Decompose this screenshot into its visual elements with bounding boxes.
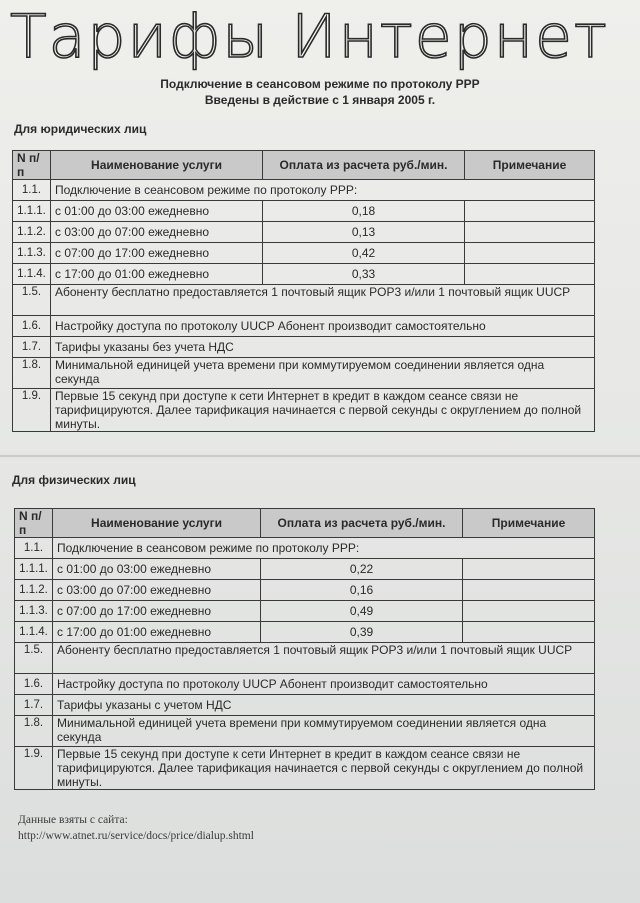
row-text: с 01:00 до 03:00 ежедневно bbox=[53, 559, 261, 580]
row-text: Минимальной единицей учета времени при коммутируемом соединении является одна секунда bbox=[53, 716, 595, 747]
row-note bbox=[463, 601, 595, 622]
row-num: 1.1.4. bbox=[15, 622, 53, 643]
header-name: Наименование услуги bbox=[51, 151, 263, 180]
row-note bbox=[465, 201, 595, 222]
footer-url: http://www.atnet.ru/service/docs/price/dialup.shtml bbox=[18, 830, 254, 842]
header-note: Примечание bbox=[465, 151, 595, 180]
table-row bbox=[13, 358, 595, 389]
header-num: N п/п bbox=[15, 509, 53, 538]
subtitle-line-2: Введены в действие с 1 января 2005 г. bbox=[204, 93, 436, 107]
header-price: Оплата из расчета руб./мин. bbox=[261, 509, 463, 538]
table-row bbox=[15, 622, 595, 643]
table-row bbox=[13, 337, 595, 358]
row-num: 1.1.1. bbox=[13, 201, 51, 222]
row-num: 1.1.3. bbox=[13, 243, 51, 264]
row-num: 1.5. bbox=[15, 643, 53, 674]
table-row bbox=[13, 264, 595, 285]
row-price: 0,42 bbox=[263, 243, 465, 264]
header-price: Оплата из расчета руб./мин. bbox=[263, 151, 465, 180]
row-price: 0,33 bbox=[263, 264, 465, 285]
header-note: Примечание bbox=[463, 509, 595, 538]
header-num: N п/п bbox=[13, 151, 51, 180]
subtitle-line-1: Подключение в сеансовом режиме по протоколу PPP bbox=[160, 77, 480, 91]
row-num: 1.1.2. bbox=[15, 580, 53, 601]
table-header-row bbox=[15, 509, 595, 538]
header-name: Наименование услуги bbox=[53, 509, 261, 538]
row-price: 0,13 bbox=[263, 222, 465, 243]
row-note bbox=[463, 559, 595, 580]
page-title: Тарифы Интернет bbox=[10, 2, 609, 72]
table-row bbox=[13, 316, 595, 337]
row-text: Подключение в сеансовом режиме по протоколу PPP: bbox=[51, 180, 595, 201]
row-text: Минимальной единицей учета времени при коммутируемом соединении является одна секунда bbox=[51, 358, 595, 389]
row-price: 0,49 bbox=[261, 601, 463, 622]
row-text: с 03:00 до 07:00 ежедневно bbox=[51, 222, 263, 243]
row-text: Настройку доступа по протоколу UUCP Абонент производит самостоятельно bbox=[51, 316, 595, 337]
row-text: Тарифы указаны без учета НДС bbox=[51, 337, 595, 358]
row-note bbox=[465, 222, 595, 243]
subtitle bbox=[0, 76, 640, 108]
row-text: Настройку доступа по протоколу UUCP Абонент производит самостоятельно bbox=[53, 674, 595, 695]
row-num: 1.1.2. bbox=[13, 222, 51, 243]
section-label-legal: Для юридических лиц bbox=[14, 122, 147, 136]
table-row bbox=[13, 201, 595, 222]
row-text: с 03:00 до 07:00 ежедневно bbox=[53, 580, 261, 601]
source-footer bbox=[18, 812, 254, 844]
row-num: 1.6. bbox=[15, 674, 53, 695]
row-text: Первые 15 секунд при доступе к сети Интернет в кредит в каждом сеансе связи не тарифицируются. Далее тарификация начинается с первой секунды с округлением до полной минуты. bbox=[51, 389, 595, 432]
row-price: 0,16 bbox=[261, 580, 463, 601]
table-row bbox=[15, 580, 595, 601]
row-num: 1.1.1. bbox=[15, 559, 53, 580]
row-num: 1.1. bbox=[13, 180, 51, 201]
row-text: Подключение в сеансовом режиме по протоколу PPP: bbox=[53, 538, 595, 559]
row-num: 1.1. bbox=[15, 538, 53, 559]
table-row bbox=[13, 243, 595, 264]
row-text: Абоненту бесплатно предоставляется 1 почтовый ящик POP3 и/или 1 почтовый ящик UUCP bbox=[51, 285, 595, 316]
section-label-individual: Для физических лиц bbox=[12, 473, 136, 487]
row-text: Абоненту бесплатно предоставляется 1 почтовый ящик POP3 и/или 1 почтовый ящик UUCP bbox=[53, 643, 595, 674]
row-text: Первые 15 секунд при доступе к сети Интернет в кредит в каждом сеансе связи не тарифицируются. Далее тарификация начинается с первой секунды с округлением до полной минуты. bbox=[53, 747, 595, 790]
row-text: с 01:00 до 03:00 ежедневно bbox=[51, 201, 263, 222]
table-row bbox=[13, 222, 595, 243]
table-row bbox=[15, 674, 595, 695]
table-row bbox=[13, 285, 595, 316]
row-price: 0,22 bbox=[261, 559, 463, 580]
paper-fold bbox=[0, 455, 640, 457]
row-num: 1.1.3. bbox=[15, 601, 53, 622]
footer-line-1: Данные взяты с сайта: bbox=[18, 814, 128, 826]
row-num: 1.7. bbox=[15, 695, 53, 716]
row-text: Тарифы указаны с учетом НДС bbox=[53, 695, 595, 716]
tariff-table-individual bbox=[14, 508, 595, 790]
row-num: 1.8. bbox=[15, 716, 53, 747]
table-row bbox=[15, 747, 595, 790]
table-header-row bbox=[13, 151, 595, 180]
row-text: с 07:00 до 17:00 ежедневно bbox=[53, 601, 261, 622]
row-num: 1.7. bbox=[13, 337, 51, 358]
table-row bbox=[15, 716, 595, 747]
row-note bbox=[463, 580, 595, 601]
row-num: 1.5. bbox=[13, 285, 51, 316]
row-price: 0,39 bbox=[261, 622, 463, 643]
row-note bbox=[465, 264, 595, 285]
row-text: с 07:00 до 17:00 ежедневно bbox=[51, 243, 263, 264]
table-row bbox=[15, 695, 595, 716]
tariff-table-legal bbox=[12, 150, 595, 432]
row-num: 1.8. bbox=[13, 358, 51, 389]
row-num: 1.9. bbox=[13, 389, 51, 432]
row-num: 1.9. bbox=[15, 747, 53, 790]
table-row bbox=[15, 538, 595, 559]
row-note bbox=[463, 622, 595, 643]
table-row bbox=[15, 601, 595, 622]
row-price: 0,18 bbox=[263, 201, 465, 222]
table-row bbox=[13, 389, 595, 432]
row-text: с 17:00 до 01:00 ежедневно bbox=[53, 622, 261, 643]
table-row bbox=[15, 559, 595, 580]
row-num: 1.1.4. bbox=[13, 264, 51, 285]
row-num: 1.6. bbox=[13, 316, 51, 337]
row-text: с 17:00 до 01:00 ежедневно bbox=[51, 264, 263, 285]
table-row bbox=[13, 180, 595, 201]
table-row bbox=[15, 643, 595, 674]
row-note bbox=[465, 243, 595, 264]
